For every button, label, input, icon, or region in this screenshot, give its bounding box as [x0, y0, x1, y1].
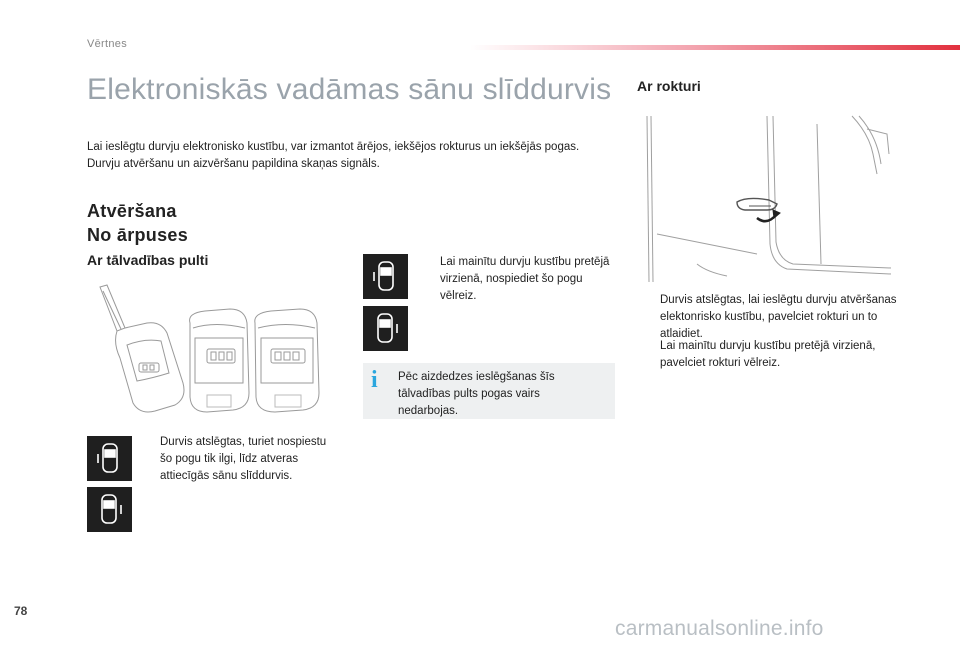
van-left-door-icon-2 — [363, 254, 408, 299]
heading-remote: Ar tālvadības pulti — [87, 252, 209, 268]
handle-bullet-1-text: Durvis atslēgtas, lai ieslēgtu durvju atvēršanas elektonrisko kustību, pavelciet rokturi un to atlaidiet. — [660, 294, 897, 340]
remote-bullet-1 — [140, 434, 340, 485]
remote-bullet-1-text: Durvis atslēgtas, turiet nospiestu šo pogu tik ilgi, līdz atveras attiecīgās sānu slīddurvis. — [160, 436, 327, 482]
header-accent-bar — [470, 45, 960, 50]
handle-bullet-2 — [640, 338, 900, 372]
handle-bullet-2-text: Lai mainītu durvju kustību pretējā virzienā, pavelciet rokturi vēlreiz. — [660, 340, 876, 369]
van-left-door-icon — [87, 436, 132, 481]
remote-bullet-2 — [420, 254, 610, 305]
section-label: Vērtnes — [87, 38, 128, 50]
van-right-door-icon-2 — [363, 306, 408, 351]
page-title: Elektroniskās vadāmas sānu slīddurvis — [87, 73, 612, 106]
heading-from-outside: No ārpuses — [87, 225, 189, 245]
handle-bullet-1 — [640, 292, 900, 343]
remote-keys-illustration — [95, 283, 350, 423]
door-handle-illustration — [637, 114, 892, 284]
van-right-door-icon — [87, 487, 132, 532]
heading-opening: Atvēršana — [87, 201, 177, 221]
info-icon: i — [371, 367, 378, 393]
page-number: 78 — [14, 604, 28, 618]
heading-handle: Ar rokturi — [637, 78, 701, 94]
intro-paragraph: Lai ieslēgtu durvju elektronisko kustību, var izmantot ārējos, iekšējos rokturus un iekšējās pogas. Durvju atvēršanu un aizvēršanu papildina skaņas signāls. — [87, 141, 580, 170]
watermark: carmanualsonline.info — [615, 617, 824, 640]
info-note: Pēc aizdedzes ieslēgšanas šīs tālvadības pults pogas vairs nedarbojas. — [398, 371, 555, 417]
remote-bullet-2-text: Lai mainītu durvju kustību pretējā virzienā, nospiediet šo pogu vēlreiz. — [440, 256, 610, 302]
